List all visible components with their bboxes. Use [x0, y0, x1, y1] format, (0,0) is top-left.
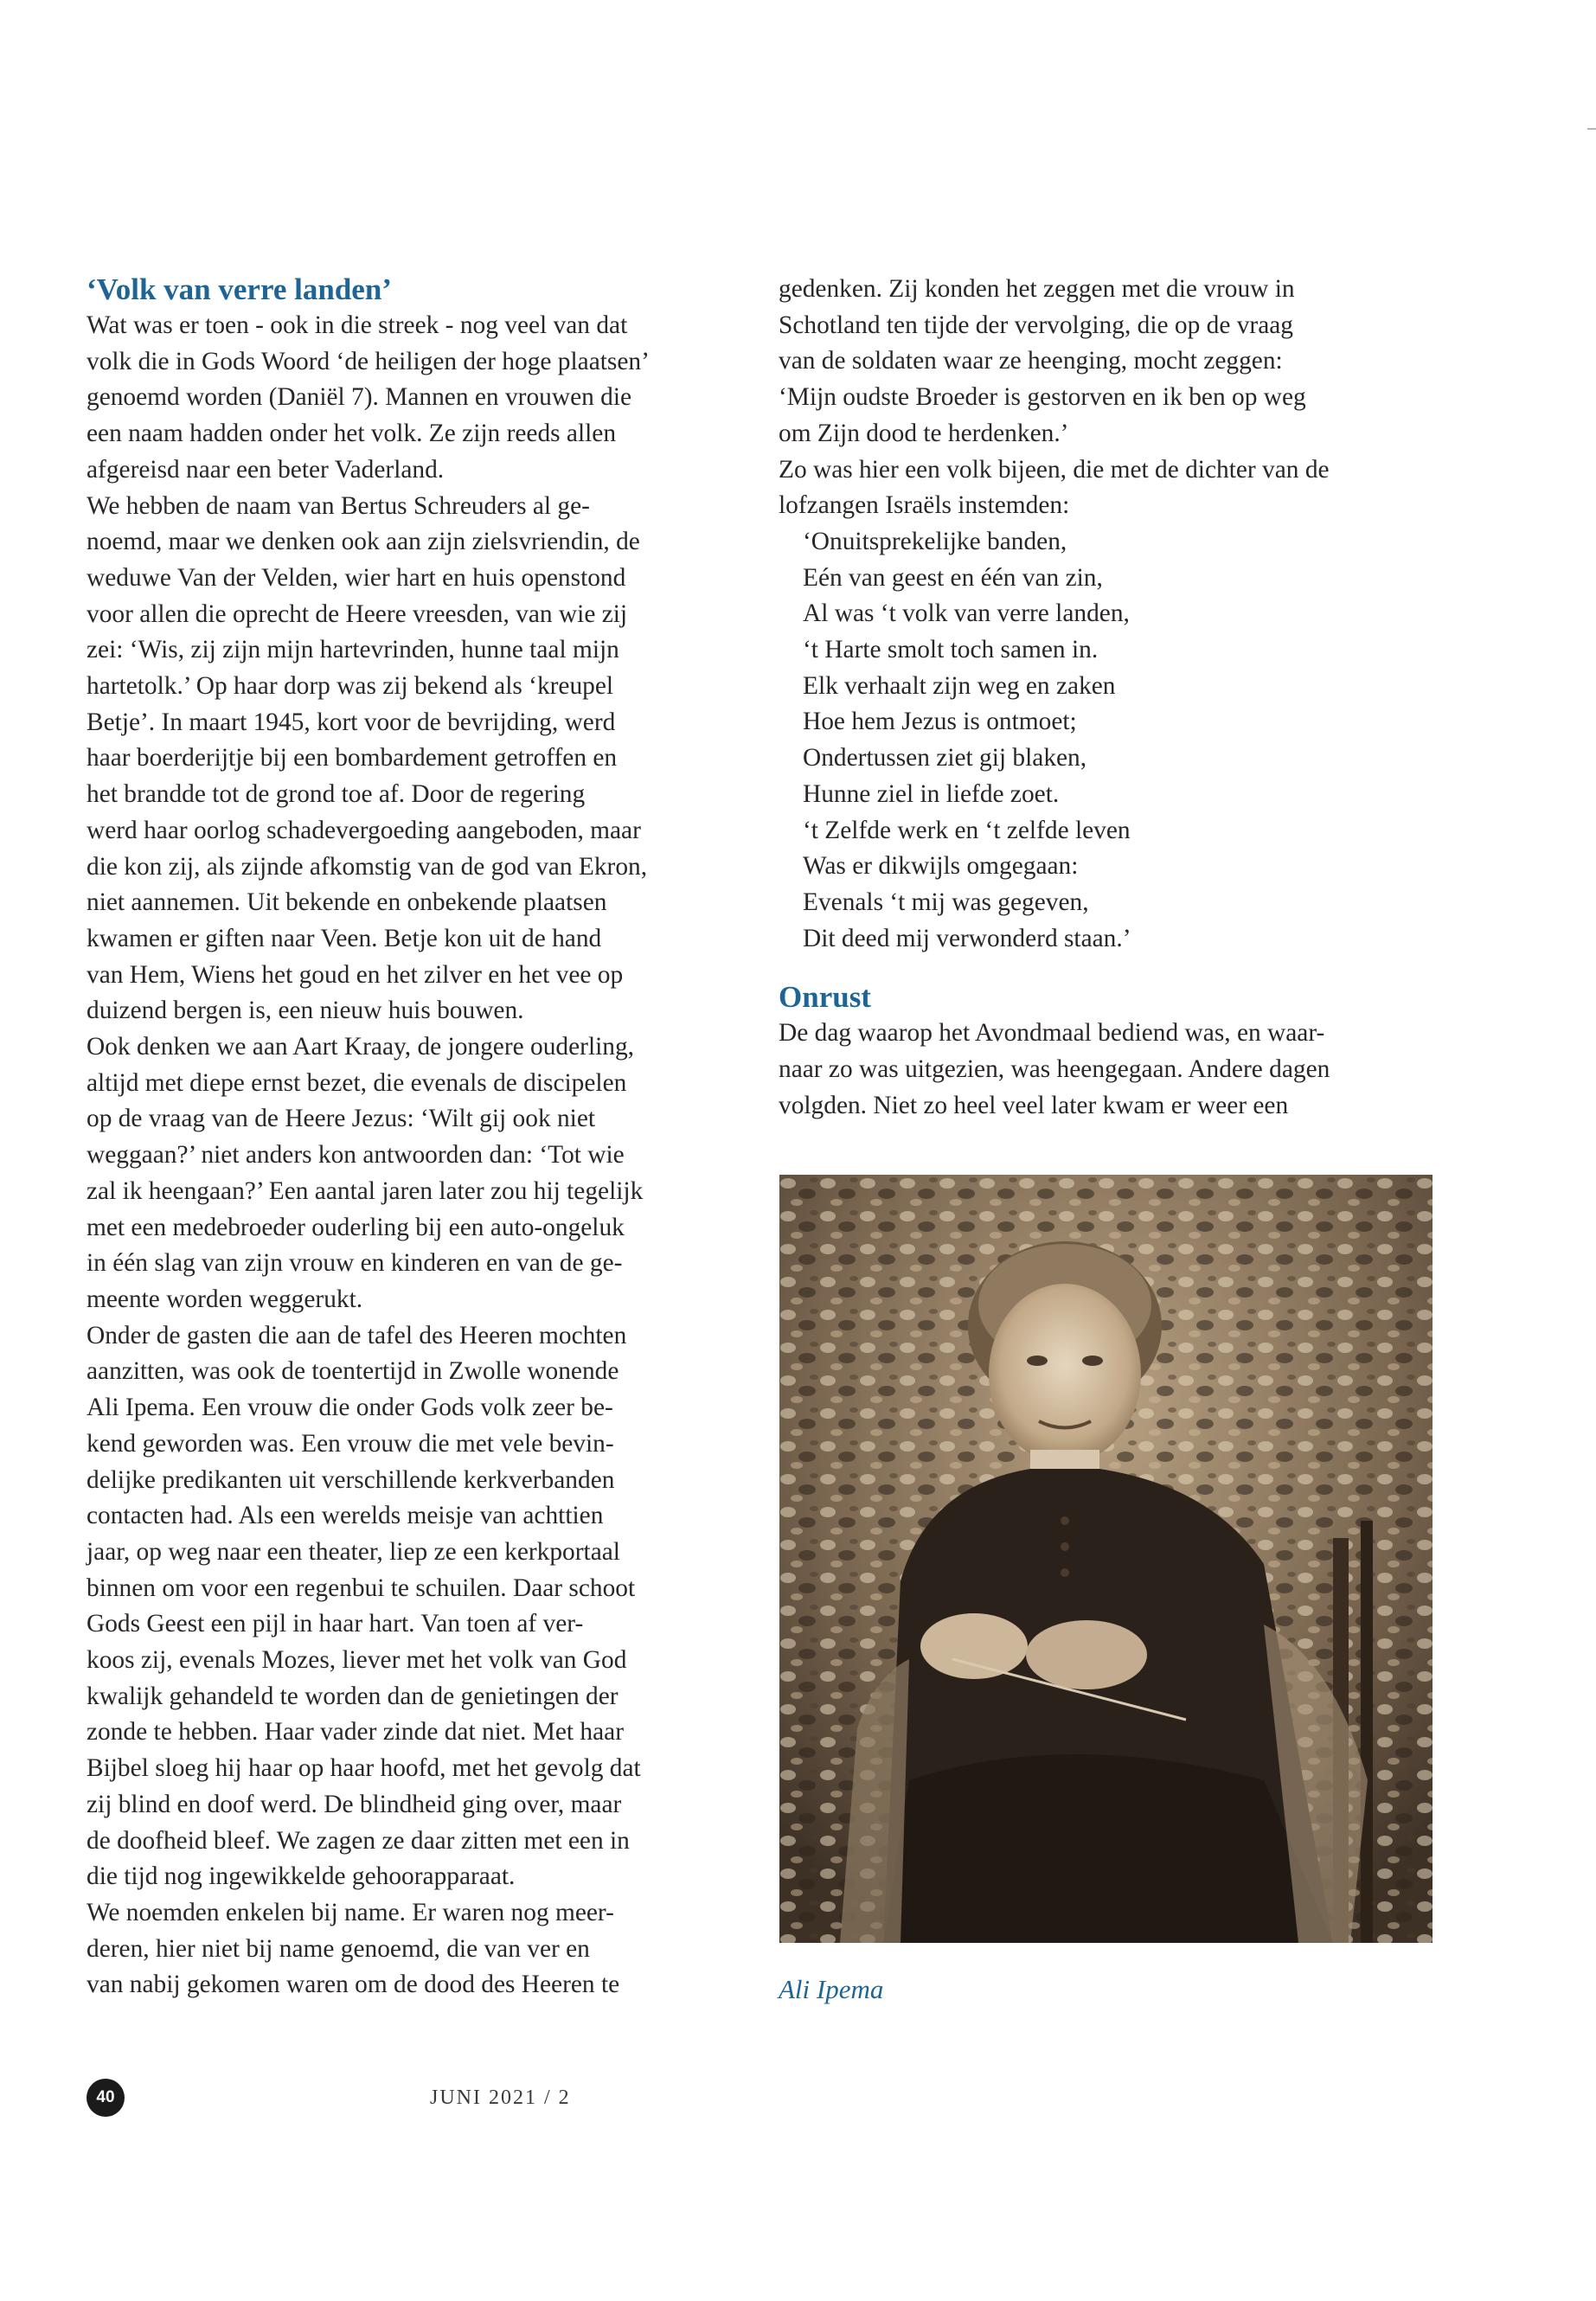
photo-illustration — [779, 1175, 1433, 1943]
text-line: hartetolk.’ Op haar dorp was zij bekend als ‘kreupel — [87, 672, 614, 701]
poem — [779, 524, 1436, 957]
text-line: kwalijk gehandeld te worden dan de genietingen der — [87, 1682, 619, 1710]
text-line: die kon zij, als zijnde afkomstig van de god van Ekron, — [87, 852, 648, 881]
text-line: Wat was er toen - ook in die streek - nog veel van dat — [87, 311, 628, 339]
text-line: die tijd nog ingewikkelde gehoorapparaat. — [87, 1862, 516, 1891]
text-line: Zo was hier een volk bijeen, die met de dichter van de — [779, 455, 1330, 484]
text-line: aanzitten, was ook de toentertijd in Zwolle wonende — [87, 1357, 619, 1386]
poem-line: ‘Onuitsprekelijke banden, — [803, 527, 1067, 555]
text-line: Onder de gasten die aan de tafel des Heeren mochten — [87, 1321, 627, 1349]
text-line: lofzangen Israëls instemden: — [779, 491, 1070, 520]
text-line: Gods Geest een pijl in haar hart. Van toen af ver- — [87, 1610, 584, 1638]
poem-line: Evenals ‘t mij was gegeven, — [803, 888, 1089, 916]
text-line: ‘Mijn oudste Broeder is gestorven en ik ben op weg — [779, 383, 1306, 412]
text-line: op de vraag van de Heere Jezus: ‘Wilt gij ook niet — [87, 1105, 596, 1133]
text-line: delijke predikanten uit verschillende kerkverbanden — [87, 1465, 615, 1494]
text-line: de doofheid bleef. We zagen ze daar zitten met een in — [87, 1826, 630, 1855]
text-line: zei: ‘Wis, zij zijn mijn hartevrinden, hunne taal mijn — [87, 636, 619, 664]
text-line: weggaan?’ niet anders kon antwoorden dan: ‘Tot wie — [87, 1141, 625, 1170]
portrait-photo — [779, 1175, 1433, 1943]
text-line: van nabij gekomen waren om de dood des Heeren te — [87, 1971, 620, 1999]
section-spacer — [779, 957, 1436, 979]
text-line: Schotland ten tijde der vervolging, die op de vraag — [779, 311, 1293, 339]
text-line: noemd, maar we denken ook aan zijn zielsvriendin, de — [87, 528, 640, 556]
text-line: gedenken. Zij konden het zeggen met die vrouw in — [779, 275, 1295, 303]
text-line: afgereisd naar een beter Vaderland. — [87, 455, 445, 484]
issue-label: JUNI 2021 / 2 — [430, 2086, 571, 2109]
text-line: altijd met diepe ernst bezet, die evenals de discipelen — [87, 1068, 627, 1097]
left-body-text — [87, 308, 744, 2003]
section-heading-volk: ‘Volk van verre landen’ — [87, 272, 392, 306]
text-line: jaar, op weg naar een theater, liep ze een kerkportaal — [87, 1537, 620, 1566]
photo-caption: Ali Ipema — [779, 1974, 884, 2004]
text-line: volgden. Niet zo heel veel later kwam er weer een — [779, 1091, 1289, 1119]
poem-line: Hoe hem Jezus is ontmoet; — [803, 708, 1077, 736]
text-line: naar zo was uitgezien, was heengegaan. Andere dagen — [779, 1055, 1330, 1084]
text-line: Ook denken we aan Aart Kraay, de jongere ouderling, — [87, 1033, 635, 1061]
poem-line: Was er dikwijls omgegaan: — [803, 852, 1079, 881]
text-line: met een medebroeder ouderling bij een auto-ongeluk — [87, 1213, 625, 1241]
page-number-badge: 40 — [87, 2079, 125, 2117]
onrust-body-text — [779, 1016, 1436, 1124]
text-line: genoemd worden (Daniël 7). Mannen en vrouwen die — [87, 383, 632, 412]
text-line: volk die in Gods Woord ‘de heiligen der hoge plaatsen’ — [87, 347, 650, 375]
text-line: Bijbel sloeg hij haar op haar hoofd, met het gevolg dat — [87, 1754, 641, 1783]
poem-line: Dit deed mij verwonderd staan.’ — [803, 924, 1131, 952]
poem-line: Ondertussen ziet gij blaken, — [803, 744, 1087, 772]
text-line: kwamen er giften naar Veen. Betje kon uit de hand — [87, 924, 602, 952]
text-line: binnen om voor een regenbui te schuilen. Daar schoot — [87, 1574, 636, 1602]
text-line: zonde te hebben. Haar vader zinde dat niet. Met haar — [87, 1718, 624, 1747]
section-heading-onrust: Onrust — [779, 980, 871, 1015]
text-line: contacten had. Als een werelds meisje van achttien — [87, 1502, 604, 1530]
poem-line: Eén van geest en één van zin, — [803, 563, 1103, 592]
text-line: voor allen die oprecht de Heere vreesden, van wie zij — [87, 599, 628, 628]
text-line: We noemden enkelen bij name. Er waren nog meer- — [87, 1898, 614, 1926]
text-line: kend geworden was. Een vrouw die met vele bevin- — [87, 1429, 614, 1458]
poem-line: Hunne ziel in liefde zoet. — [803, 779, 1060, 808]
text-line: niet aannemen. Uit bekende en onbekende plaatsen — [87, 888, 607, 917]
text-line: zal ik heengaan?’ Een aantal jaren later zou hij tegelijk — [87, 1176, 644, 1205]
text-line: We hebben de naam van Bertus Schreuders al ge- — [87, 491, 590, 520]
text-line: zij blind en doof werd. De blindheid ging over, maar — [87, 1790, 622, 1818]
left-column — [87, 272, 744, 2003]
text-line: van de soldaten waar ze heenging, mocht zeggen: — [779, 347, 1283, 375]
text-line: in één slag van zijn vrouw en kinderen en van de ge- — [87, 1249, 623, 1278]
text-line: deren, hier niet bij name genoemd, die van ver en — [87, 1934, 590, 1963]
poem-line: Al was ‘t volk van verre landen, — [803, 599, 1130, 628]
text-line: Ali Ipema. Een vrouw die onder Gods volk zeer be- — [87, 1394, 613, 1422]
text-line: van Hem, Wiens het goud en het zilver en het vee op — [87, 960, 624, 989]
corner-crop-mark — [1587, 128, 1596, 130]
text-line: meente worden weggerukt. — [87, 1285, 363, 1313]
right-column — [779, 272, 1436, 1124]
text-line: om Zijn dood te herdenken.’ — [779, 419, 1069, 447]
text-line: het brandde tot de grond toe af. Door de regering — [87, 780, 586, 809]
text-line: De dag waarop het Avondmaal bediend was, en waar- — [779, 1019, 1325, 1048]
text-line: duizend bergen is, een nieuw huis bouwen. — [87, 997, 524, 1025]
text-line: een naam hadden onder het volk. Ze zijn reeds allen — [87, 420, 617, 448]
poem-line: ‘t Zelfde werk en ‘t zelfde leven — [803, 816, 1131, 844]
text-line: haar boerderijtje bij een bombardement getroffen en — [87, 744, 618, 772]
right-body-text — [779, 272, 1436, 524]
text-line: koos zij, evenals Mozes, liever met het volk van God — [87, 1646, 627, 1675]
text-line: weduwe Van der Velden, wier hart en huis openstond — [87, 563, 626, 592]
poem-line: Elk verhaalt zijn weg en zaken — [803, 671, 1116, 700]
text-line: Betje’. In maart 1945, kort voor de bevrijding, werd — [87, 708, 616, 736]
text-line: werd haar oorlog schadevergoeding aangeboden, maar — [87, 816, 641, 844]
poem-line: ‘t Harte smolt toch samen in. — [803, 636, 1099, 664]
